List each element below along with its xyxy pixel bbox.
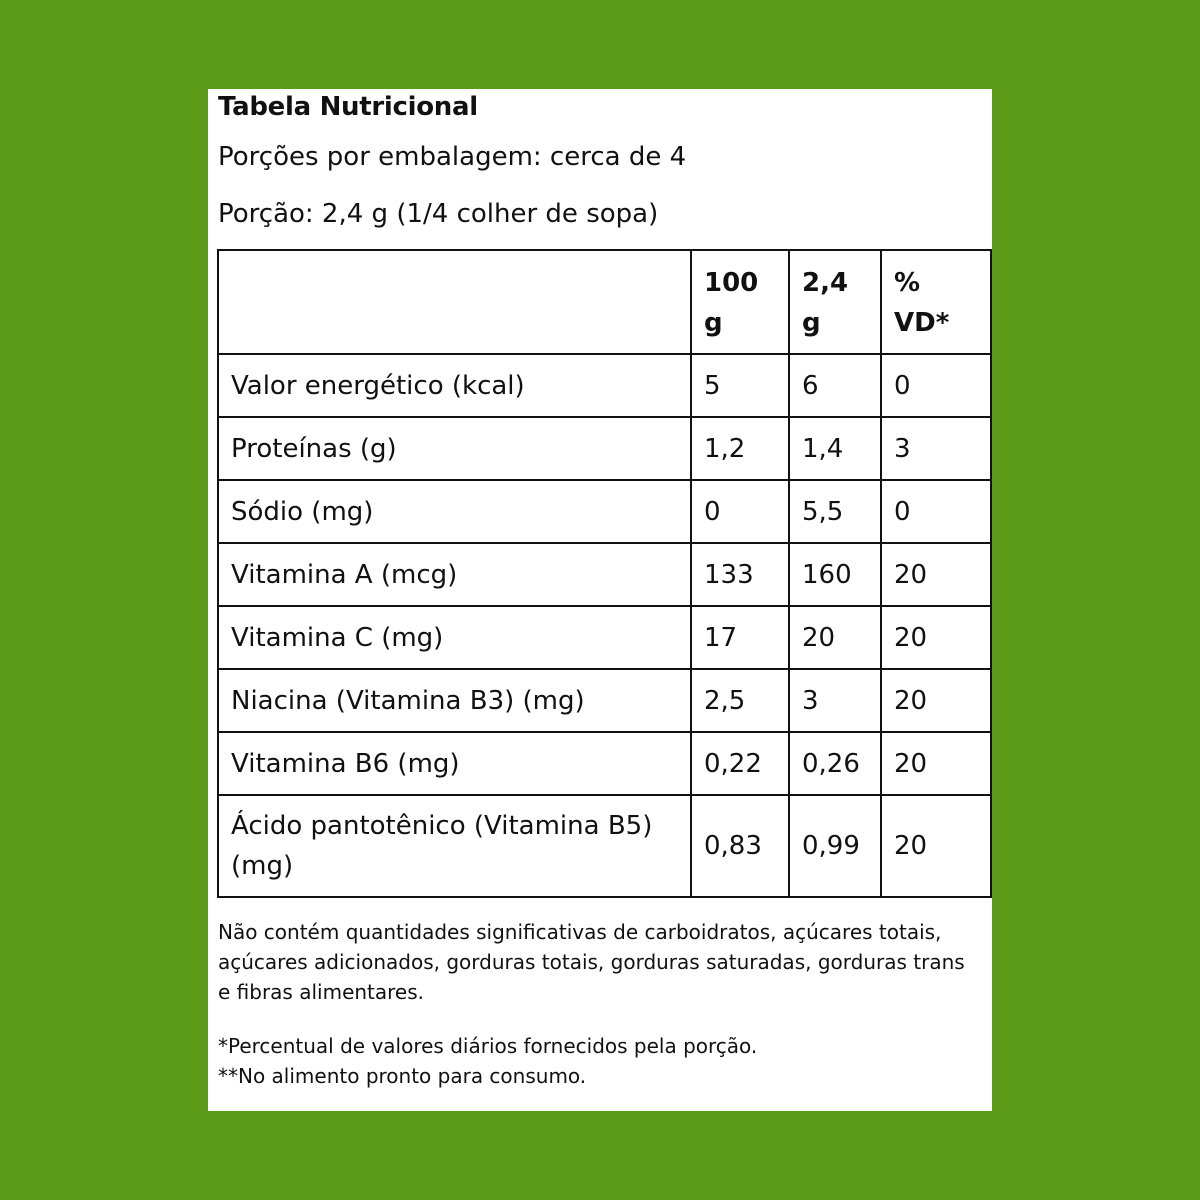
value-per-100g: 2,5 [691, 669, 789, 732]
value-per-portion: 6 [789, 354, 881, 417]
nutrient-name: Valor energético (kcal) [218, 354, 691, 417]
value-per-100g: 17 [691, 606, 789, 669]
nutrition-title: Tabela Nutricional [218, 92, 478, 122]
table-row [218, 795, 991, 897]
value-daily-percent: 0 [881, 354, 991, 417]
table-row [218, 417, 991, 480]
nutrition-notes: Não contém quantidades significativas de carboidratos, açúcares totais, açúcares adicionados, gorduras totais, gorduras saturadas, gorduras trans e fibras alimentares. [218, 920, 965, 1004]
value-daily-percent: 20 [881, 669, 991, 732]
nutrient-name: Niacina (Vitamina B3) (mg) [218, 669, 691, 732]
value-daily-percent: 20 [881, 606, 991, 669]
value-per-portion: 5,5 [789, 480, 881, 543]
table-row [218, 606, 991, 669]
nutrition-table [217, 249, 992, 898]
table-row [218, 480, 991, 543]
header-per-portion: 2,4 g [789, 250, 881, 354]
header-nutrient [218, 250, 691, 354]
value-daily-percent: 3 [881, 417, 991, 480]
portions-per-package: Porções por embalagem: cerca de 4 [218, 142, 687, 172]
nutrient-name: Vitamina C (mg) [218, 606, 691, 669]
value-per-100g: 0,22 [691, 732, 789, 795]
table-row [218, 354, 991, 417]
value-per-portion: 3 [789, 669, 881, 732]
value-per-100g: 133 [691, 543, 789, 606]
header-per-100g: 100 g [691, 250, 789, 354]
table-row [218, 669, 991, 732]
nutrient-name: Vitamina A (mcg) [218, 543, 691, 606]
footnote-daily-value: *Percentual de valores diários fornecidos pela porção. [218, 1034, 758, 1058]
value-per-portion: 0,99 [789, 795, 881, 897]
value-daily-percent: 20 [881, 543, 991, 606]
footnote-ready-to-eat: **No alimento pronto para consumo. [218, 1064, 587, 1088]
value-per-100g: 0 [691, 480, 789, 543]
value-daily-percent: 20 [881, 795, 991, 897]
table-header-row [218, 250, 991, 354]
nutrient-name: Ácido pantotênico (Vitamina B5) (mg) [218, 795, 691, 897]
nutrition-card [208, 89, 992, 1111]
header-daily-value: % VD* [881, 250, 991, 354]
portion-size: Porção: 2,4 g (1/4 colher de sopa) [218, 199, 659, 229]
value-per-100g: 5 [691, 354, 789, 417]
value-per-100g: 1,2 [691, 417, 789, 480]
value-per-portion: 0,26 [789, 732, 881, 795]
value-per-portion: 20 [789, 606, 881, 669]
value-per-portion: 160 [789, 543, 881, 606]
value-daily-percent: 20 [881, 732, 991, 795]
nutrient-name: Proteínas (g) [218, 417, 691, 480]
table-row [218, 543, 991, 606]
table-row [218, 732, 991, 795]
value-daily-percent: 0 [881, 480, 991, 543]
nutrient-name: Sódio (mg) [218, 480, 691, 543]
value-per-portion: 1,4 [789, 417, 881, 480]
nutrient-name: Vitamina B6 (mg) [218, 732, 691, 795]
value-per-100g: 0,83 [691, 795, 789, 897]
